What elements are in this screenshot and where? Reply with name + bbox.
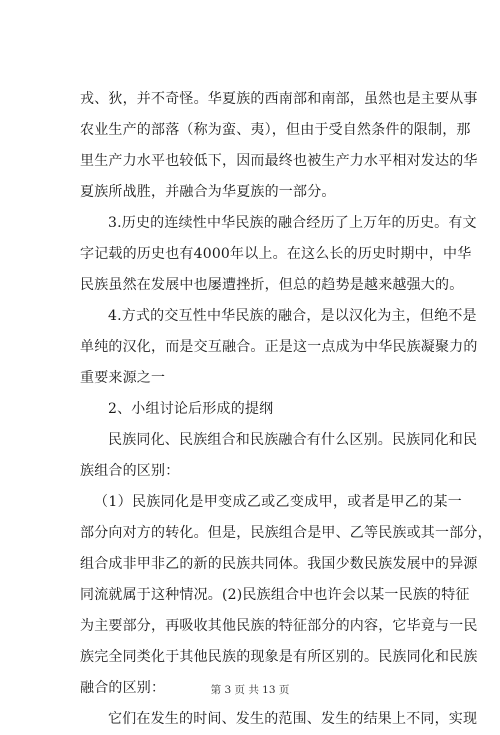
text-line: 字记载的历史也有4000年以上。在这么长的历史时期中，中华 xyxy=(80,246,472,262)
text-line: 农业生产的部落（称为蛮、夷），但由于受自然条件的限制，那 xyxy=(80,122,471,138)
page-number-footer: 第 3 页 共 13 页 xyxy=(210,684,290,696)
text-line: 里生产力水平也较低下，因而最终也被生产力水平相对发达的华 xyxy=(80,153,478,169)
text-line: 组合成非甲非乙的新的民族共同体。我国少数民族发展中的异源 xyxy=(80,556,478,572)
text-line: 为主要部分，再吸收其他民族的特征部分的内容，它毕竟与一民 xyxy=(80,618,478,634)
text-line: 融合的区别： xyxy=(80,680,166,696)
text-line: 单纯的汉化，而是交互融合。正是这一点成为中华民族凝聚力的 xyxy=(80,339,478,355)
text-line: 民族虽然在发展中也屡遭挫折，但总的趋势是越来越强大的。 xyxy=(80,277,464,293)
text-line: 族完全同类化于其他民族的现象是有所区别的。民族同化和民族 xyxy=(80,649,478,665)
document-body xyxy=(80,84,492,735)
text-line: 部分向对方的转化。但是，民族组合是甲、乙等民族或其一部分， xyxy=(80,525,492,541)
text-line: 夏族所战胜，并融合为华夏族的一部分。 xyxy=(80,184,336,200)
text-line: 民族同化、民族组合和民族融合有什么区别。民族同化和民 xyxy=(108,432,478,448)
section-heading: 2、小组讨论后形成的提纲 xyxy=(108,401,274,417)
text-line: （1）民族同化是甲变成乙或乙变成甲，或者是甲乙的某一 xyxy=(94,494,462,510)
text-line: 重要来源之一 xyxy=(80,370,166,386)
text-line: 它们在发生的时间、发生的范围、发生的结果上不同，实现 xyxy=(108,711,478,727)
text-line: 4.方式的交互性中华民族的融合，是以汉化为主，但绝不是 xyxy=(108,308,477,324)
text-line: 族组合的区别： xyxy=(80,463,180,479)
text-line: 同流就属于这种情况。(2)民族组合中也许会以某一民族的特征 xyxy=(80,587,470,603)
text-line: 戎、狄，并不奇怪。华夏族的西南部和南部，虽然也是主要从事 xyxy=(80,91,478,107)
text-line: 3.历史的连续性中华民族的融合经历了上万年的历史。有文 xyxy=(108,215,477,231)
